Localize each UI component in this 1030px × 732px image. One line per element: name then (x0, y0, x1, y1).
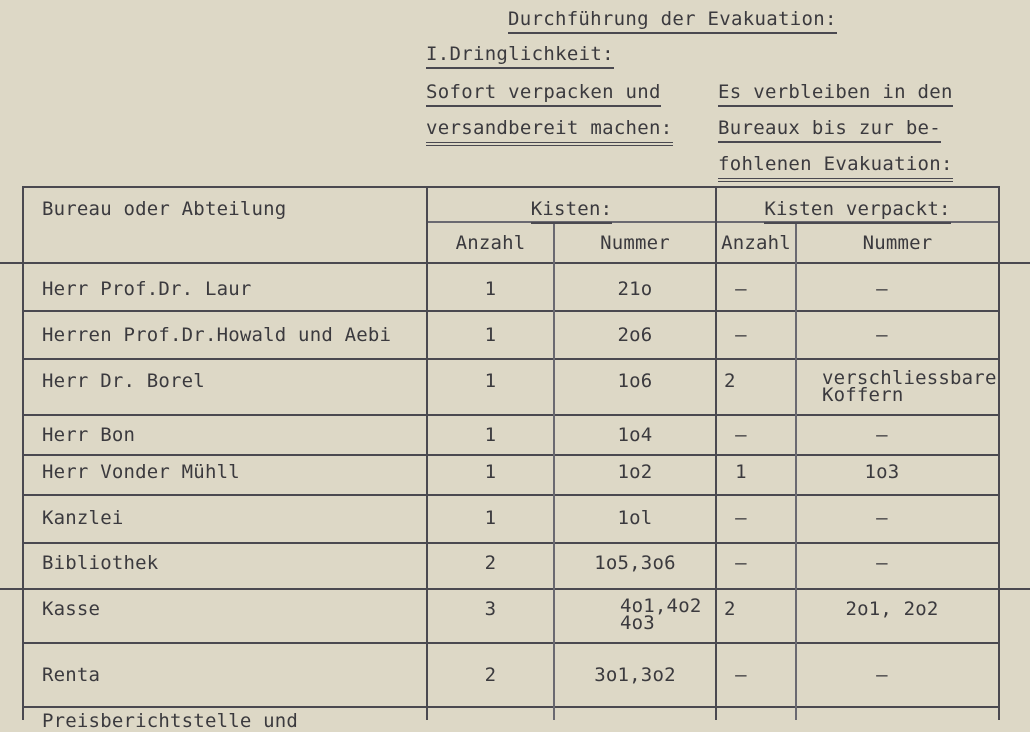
row-anzahl-verpackt: – (735, 424, 747, 446)
row-anzahl-verpackt: 1 (735, 461, 747, 483)
row-bureau: Renta (42, 664, 101, 686)
row-bureau: Herr Bon (42, 424, 136, 446)
header-bureau: Bureau oder Abteilung (42, 198, 287, 220)
row-anzahl: 1 (484, 461, 497, 483)
row-anzahl-verpackt: 2 (724, 598, 736, 620)
header-kisten-verpackt: Kisten verpackt: (717, 198, 998, 220)
right-column-heading-line3: fohlenen Evakuation: (718, 153, 953, 175)
row-nummer: 1ol (617, 507, 653, 529)
row-nummer: 1o5,3o6 (594, 552, 676, 574)
row-anzahl: 1 (484, 278, 497, 300)
row-divider (0, 588, 1030, 590)
row-bureau: Preisberichtstelle und (42, 710, 299, 732)
right-column-heading-line2: Bureaux bis zur be- (718, 117, 941, 139)
table-left-border (22, 186, 24, 720)
header-kisten: Kisten: (428, 198, 715, 220)
header-bottom-border (0, 262, 1030, 264)
row-bureau: Herr Prof.Dr. Laur (42, 278, 252, 300)
row-bureau: Herren Prof.Dr.Howald und Aebi (42, 324, 392, 346)
row-bureau: Herr Vonder Mühll (42, 461, 240, 483)
row-divider (22, 454, 1000, 456)
row-anzahl-verpackt: – (735, 552, 747, 574)
left-column-heading-line2: versandbereit machen: (426, 117, 673, 139)
row-nummer-verpackt: verschliessbare Koffern (822, 367, 997, 406)
row-anzahl: 1 (484, 324, 497, 346)
header-nummer: Nummer (600, 232, 670, 254)
row-divider (22, 310, 1000, 312)
row-anzahl-verpackt: – (735, 278, 747, 300)
row-nummer-verpackt: 2o1, 2o2 (845, 598, 939, 620)
row-nummer: 21o (617, 278, 653, 300)
row-nummer-verpackt: – (876, 424, 888, 446)
left-column-heading-line1: Sofort verpacken und (426, 81, 661, 103)
row-nummer: 4o1,4o2 4o3 (620, 595, 702, 634)
header-nummer-verpackt: Nummer (862, 232, 933, 254)
row-nummer: 1o2 (617, 461, 653, 483)
row-nummer: 2o6 (617, 324, 653, 346)
title-text: Durchführung der Evakuation: (508, 8, 837, 34)
row-anzahl: 3 (484, 598, 497, 620)
row-divider (22, 642, 1000, 644)
row-anzahl: 1 (484, 370, 497, 392)
row-divider (22, 542, 1000, 544)
row-nummer: 1o6 (617, 370, 653, 392)
row-nummer-verpackt: – (876, 552, 888, 574)
row-divider (22, 494, 1000, 496)
row-nummer: 3o1,3o2 (594, 664, 676, 686)
header-anzahl-verpackt: Anzahl (721, 232, 791, 254)
row-nummer-verpackt: – (876, 507, 888, 529)
table-top-border (22, 186, 1000, 188)
row-nummer-verpackt: – (876, 278, 888, 300)
row-anzahl-verpackt: 2 (724, 370, 736, 392)
row-anzahl-verpackt: – (735, 324, 747, 346)
row-anzahl-verpackt: – (735, 507, 747, 529)
document-subtitle (426, 43, 614, 65)
row-bureau: Bibliothek (42, 552, 159, 574)
table-right-border (998, 186, 1000, 720)
row-anzahl: 2 (484, 552, 497, 574)
row-nummer-verpackt: – (876, 324, 888, 346)
document-title (508, 8, 837, 30)
column-divider (715, 186, 717, 720)
row-anzahl-verpackt: – (735, 664, 747, 686)
right-column-heading-line1: Es verbleiben in den (718, 81, 953, 103)
row-anzahl: 1 (484, 424, 497, 446)
column-divider (426, 186, 428, 720)
subtitle-text: I.Dringlichkeit: (426, 43, 614, 69)
row-divider (22, 414, 1000, 416)
header-anzahl: Anzahl (455, 232, 526, 254)
row-bureau: Kanzlei (42, 507, 124, 529)
row-nummer: 1o4 (617, 424, 653, 446)
row-anzahl: 2 (484, 664, 497, 686)
row-bureau: Kasse (42, 598, 101, 620)
row-nummer-verpackt: 1o3 (864, 461, 900, 483)
row-anzahl: 1 (484, 507, 497, 529)
row-bureau: Herr Dr. Borel (42, 370, 205, 392)
row-divider (22, 358, 1000, 360)
row-divider (22, 706, 1000, 708)
row-nummer-verpackt: – (876, 664, 888, 686)
